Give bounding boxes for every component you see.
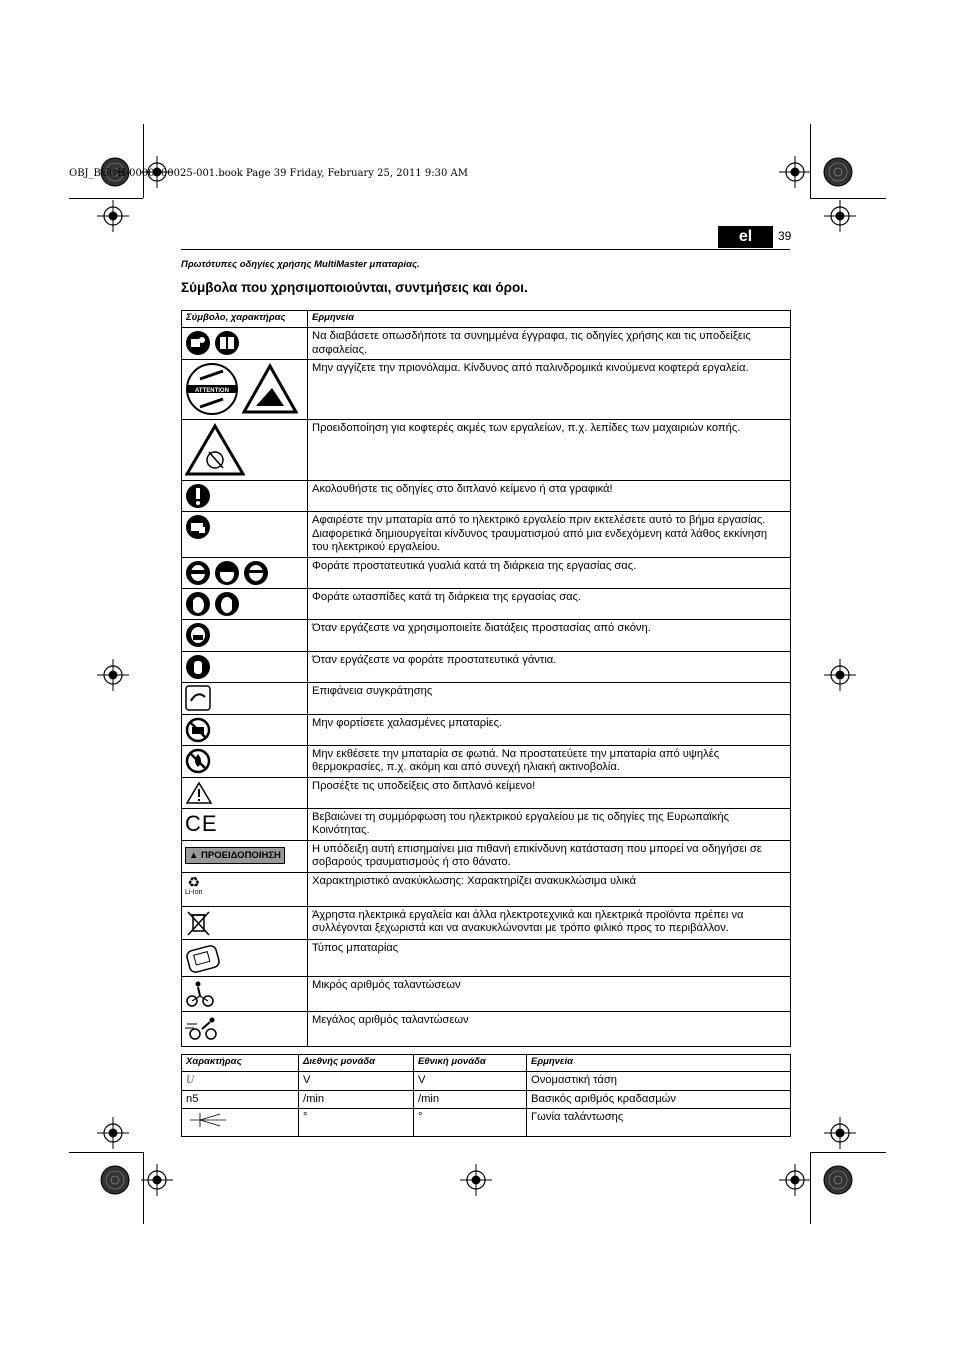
meaning-cell: Όταν εργάζεστε να χρησιμοποιείτε διατάξεις προστασίας από σκόνη. (308, 619, 791, 651)
ce-mark-icon: CE (185, 810, 218, 836)
table-row (182, 420, 791, 481)
char-cell: n5 (182, 1090, 299, 1109)
print-header: OBJ_BUCH-0000000025-001.book Page 39 Friday, February 25, 2011 9:30 AM (69, 168, 468, 179)
meaning-cell: Αφαιρέστε την μπαταρία από το ηλεκτρικό εργαλείο πριν εκτελέσετε αυτό το βήμα εργασίας. Διαφορετικά δημιουργείται κίνδυνος τραυματισμού από μια ενδεχόμενη κατά λάθος εκκίνηση του ηλεκτρικού εργαλείου. (308, 512, 791, 558)
table-row (182, 682, 791, 714)
symbol-cell (182, 420, 308, 481)
table-row (182, 360, 791, 420)
table-row (182, 976, 791, 1011)
symbol-cell (182, 906, 308, 939)
table-row (182, 777, 791, 808)
char-cell (182, 1109, 299, 1137)
symbol-cell (182, 588, 308, 619)
symbol-cell (182, 976, 308, 1011)
column-header-meaning: Ερμηνεία (308, 311, 791, 328)
no-charge-damaged-battery-icon (185, 717, 211, 743)
crossed-bin-icon (185, 909, 211, 937)
column-header-intl-unit: Διεθνής μονάδα (299, 1055, 414, 1072)
intl-unit-cell: ° (299, 1109, 414, 1137)
column-header-national-unit: Εθνική μονάδα (414, 1055, 527, 1072)
table-row (182, 1090, 791, 1109)
intl-unit-cell: /min (299, 1090, 414, 1109)
section-title: Σύμβολα που χρησιμοποιούνται, συντμήσεις και όροι. (181, 280, 528, 295)
meaning-cell: Μην αγγίζετε την πριονόλαμα. Κίνδυνος από παλινδρομικά κινούμενα κοφτερά εργαλεία. (308, 360, 791, 420)
table-row (182, 512, 791, 558)
table-row (182, 1109, 791, 1137)
battery-type-icon (185, 942, 221, 974)
symbol-cell (182, 360, 308, 420)
remove-battery-icon (185, 514, 211, 540)
table-row (182, 872, 791, 906)
symbol-cell (182, 939, 308, 976)
char-cell: U (182, 1072, 299, 1091)
warning-triangle-icon (185, 780, 213, 806)
meaning-cell: Βεβαιώνει τη συμμόρφωση του ηλεκτρικού εργαλείου με τις οδηγίες της Ευρωπαϊκής Κοινότητας. (308, 808, 791, 840)
symbol-cell (182, 745, 308, 777)
exclamation-icon (185, 483, 211, 509)
meaning-cell: Επιφάνεια συγκράτησης (308, 682, 791, 714)
table-row (182, 1072, 791, 1091)
meaning-cell: Φοράτε προστατευτικά γυαλιά κατά τη διάρκεια της εργασίας σας. (308, 557, 791, 588)
symbol-cell (182, 872, 308, 906)
national-unit-cell: V (414, 1072, 527, 1091)
table-row (182, 808, 791, 840)
symbol-cell (182, 651, 308, 682)
table-row (182, 840, 791, 872)
recycle-arrows-icon: ♻ (187, 873, 201, 890)
meaning-cell: Τύπος μπαταρίας (308, 939, 791, 976)
symbol-cell (182, 808, 308, 840)
meaning-cell: Φοράτε ωτασπίδες κατά τη διάρκεια της εργασίας σας. (308, 588, 791, 619)
oscillation-angle-icon (186, 1111, 230, 1129)
symbol-cell (182, 682, 308, 714)
page-number: 39 (778, 229, 792, 243)
attention-label: ATTENTION (195, 388, 229, 394)
symbol-cell (182, 1011, 308, 1046)
glasses-icon (243, 560, 269, 586)
meaning-cell: Βασικός αριθμός κραδασμών (527, 1090, 791, 1109)
symbol-cell (182, 328, 308, 360)
meaning-cell: Μεγάλος αριθμός ταλαντώσεων (308, 1011, 791, 1046)
warning-label-icon (185, 847, 285, 865)
meaning-cell: Χαρακτηριστικό ανακύκλωσης: Χαρακτηρίζει ανακυκλώσιμα υλικά (308, 872, 791, 906)
language-badge: el (718, 226, 773, 248)
gloves-icon (185, 654, 211, 680)
meaning-cell: Όταν εργάζεστε να φοράτε προστατευτικά γάντια. (308, 651, 791, 682)
document-subtitle: Πρωτότυπες οδηγίες χρήσης MultiMaster μπαταρίας. (181, 259, 420, 270)
warning-sharp-edges-icon (185, 422, 245, 478)
table-header-row (182, 1055, 791, 1072)
recycling-icon (185, 875, 203, 897)
ear-protection-icon (185, 591, 211, 617)
units-table (181, 1054, 791, 1137)
read-manual-icon (185, 330, 211, 356)
table-row (182, 745, 791, 777)
table-row (182, 939, 791, 976)
meaning-cell: Γωνία ταλάντωσης (527, 1109, 791, 1137)
book-icon (214, 330, 240, 356)
goggles-icon (185, 560, 211, 586)
table-row (182, 714, 791, 745)
fast-cyclist-icon (185, 1014, 221, 1044)
table-row (182, 328, 791, 360)
meaning-cell: Η υπόδειξη αυτή επισημαίνει μια πιθανή επικίνδυνη κατάσταση που μπορεί να οδηγήσει σε σοβαρούς τραυματισμούς ή στο θάνατο. (308, 840, 791, 872)
slow-cyclist-icon (185, 979, 215, 1009)
symbol-cell (182, 840, 308, 872)
column-header-character: Χαρακτήρας (182, 1055, 299, 1072)
recycle-label: Li-Ion (185, 888, 203, 896)
national-unit-cell: /min (414, 1090, 527, 1109)
attention-blade-icon (185, 362, 239, 416)
table-row (182, 651, 791, 682)
grip-surface-icon (185, 685, 211, 711)
symbol-cell (182, 777, 308, 808)
symbol-cell (182, 481, 308, 512)
meaning-cell: Άχρηστα ηλεκτρικά εργαλεία και άλλα ηλεκτροτεχνικά και ηλεκτρικά προϊόντα πρέπει να συλλέγονται ξεχωριστά και να ανακυκλώνονται με τρόπο φιλικό προς το περιβάλλον. (308, 906, 791, 939)
symbol-cell (182, 619, 308, 651)
symbol-cell (182, 512, 308, 558)
table-row (182, 588, 791, 619)
table-row (182, 557, 791, 588)
column-header-meaning: Ερμηνεία (527, 1055, 791, 1072)
meaning-cell: Μην εκθέσετε την μπαταρία σε φωτιά. Να προστατεύετε την μπαταρία από υψηλές θερμοκρασίες, π.χ. ακόμη και από συνεχή ηλιακή ακτινοβολία. (308, 745, 791, 777)
meaning-cell: Να διαβάσετε οπωσδήποτε τα συνημμένα έγγραφα, τις οδηγίες χρήσης και τις υποδείξεις ασφαλείας. (308, 328, 791, 360)
column-header-symbol: Σύμβολο, χαρακτήρας (182, 311, 308, 328)
warning-label-text: ΠΡΟΕΙΔΟΠΟΙΗΣΗ (201, 849, 281, 861)
table-header-row (182, 311, 791, 328)
symbol-cell (182, 714, 308, 745)
dust-mask-icon (185, 622, 211, 648)
meaning-cell: Μικρός αριθμός ταλαντώσεων (308, 976, 791, 1011)
face-shield-icon (214, 560, 240, 586)
table-row (182, 481, 791, 512)
symbol-table (181, 310, 791, 1047)
symbol-cell (182, 557, 308, 588)
table-row (182, 619, 791, 651)
table-row (182, 906, 791, 939)
warning-cutting-icon (242, 362, 298, 416)
meaning-cell: Ακολουθήστε τις οδηγίες στο διπλανό κείμενο ή στα γραφικά! (308, 481, 791, 512)
intl-unit-cell: V (299, 1072, 414, 1091)
meaning-cell: Προειδοποίηση για κοφτερές ακμές των εργαλείων, π.χ. λεπίδες των μαχαιριών κοπής. (308, 420, 791, 481)
meaning-cell: Ονομαστική τάση (527, 1072, 791, 1091)
header-rule (181, 249, 790, 250)
national-unit-cell: ° (414, 1109, 527, 1137)
ear-protection-icon (214, 591, 240, 617)
meaning-cell: Προσέξτε τις υποδείξεις στο διπλανό κείμενο! (308, 777, 791, 808)
meaning-cell: Μην φορτίσετε χαλασμένες μπαταρίες. (308, 714, 791, 745)
warning-triangle-icon: ▲ (189, 849, 199, 861)
table-row (182, 1011, 791, 1046)
no-fire-battery-icon (185, 748, 211, 774)
